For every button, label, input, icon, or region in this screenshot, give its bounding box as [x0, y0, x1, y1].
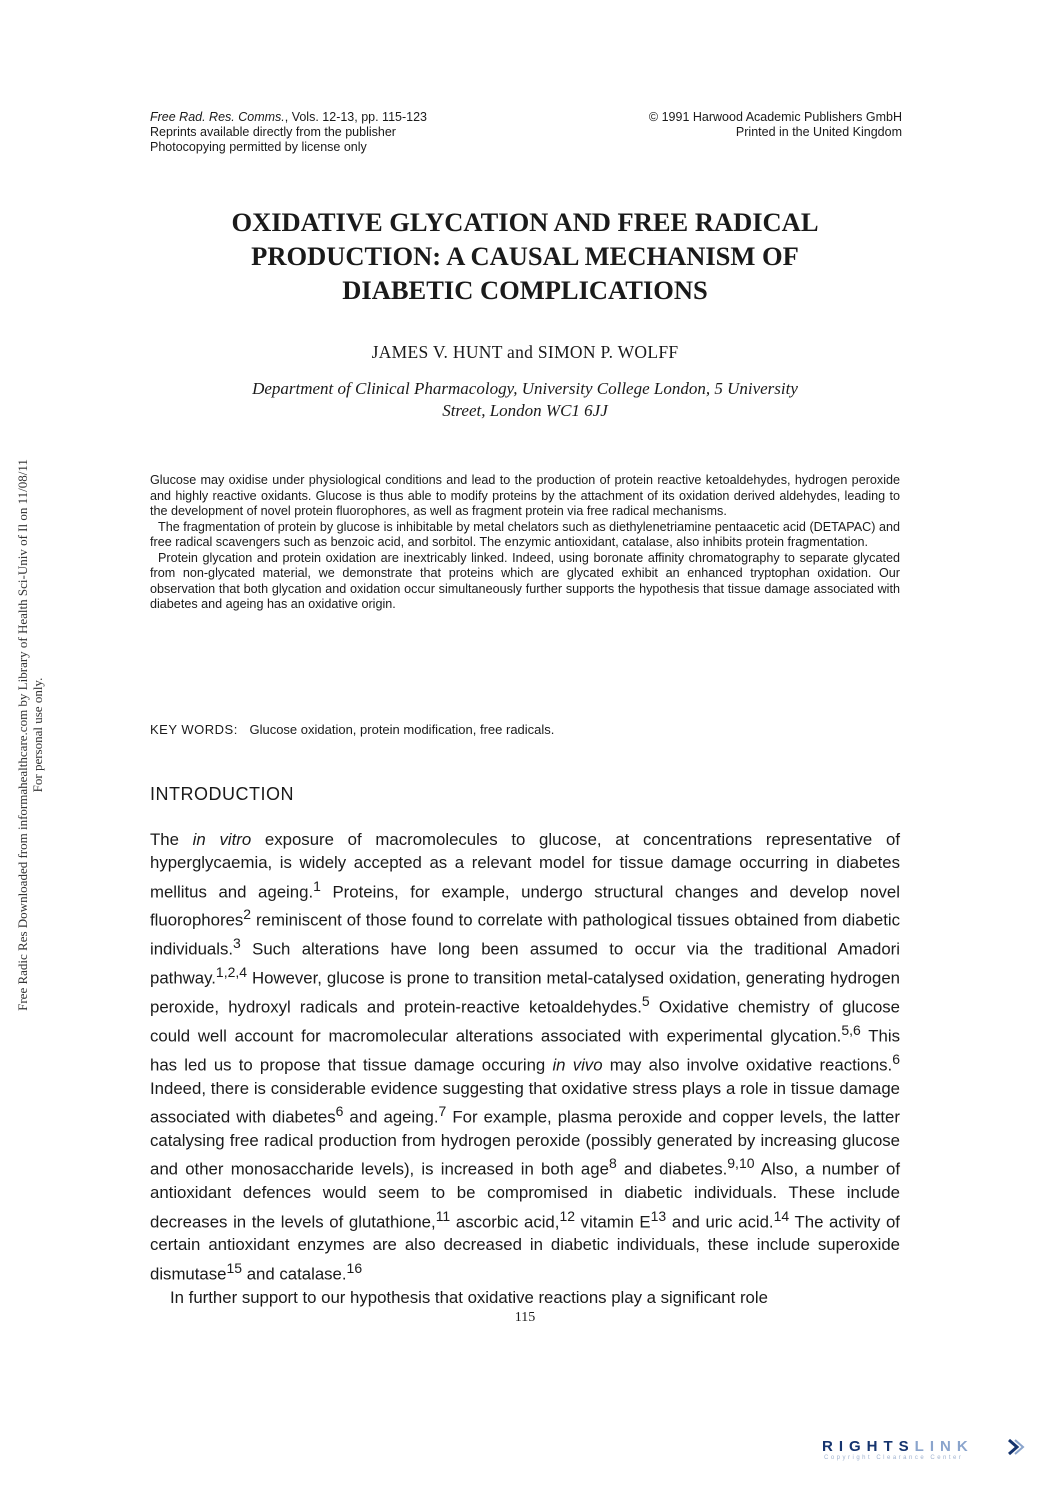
rightslink-logo[interactable] [822, 1438, 1032, 1478]
text-run: Proteins, for example, undergo structural changes and develop novel fluorophores [150, 882, 900, 931]
reference-marker: 6 [892, 1050, 900, 1067]
text-run: and ageing. [343, 1107, 439, 1127]
title-line-1: OXIDATIVE GLYCATION AND FREE RADICAL [231, 207, 819, 237]
reference-marker: 8 [608, 1155, 617, 1172]
reference-marker: 5,6 [841, 1022, 861, 1039]
chevron-right-icon [1005, 1438, 1025, 1456]
printed-line: Printed in the United Kingdom [735, 125, 902, 139]
reference-marker: 2 [243, 906, 252, 923]
paper-title [150, 205, 900, 307]
affiliation-line-2: Street, London WC1 6JJ [442, 401, 608, 420]
italic-term: in vivo [552, 1055, 603, 1075]
text-run: The activity of certain antioxidant enzymes are also decreased in diabetic individuals, these include superoxide dismutase [150, 1212, 900, 1284]
affiliation [160, 378, 890, 422]
publisher-header [649, 110, 902, 140]
reference-marker: 15 [226, 1259, 243, 1276]
logo-tagline: Copyright Clearance Center [824, 1455, 964, 1461]
text-run: Indeed, there is considerable evidence suggesting that oxidative stress plays a role in tissue damage associated with diabetes [150, 1078, 900, 1127]
text-run: Also, a number of antioxidant defences would seem to be compromised in diabetic individuals. These include decreases in the levels of glutathione, [150, 1159, 901, 1232]
reference-marker: 14 [773, 1207, 790, 1224]
affiliation-line-1: Department of Clinical Pharmacology, University College London, 5 University [252, 379, 798, 398]
text-run: The [150, 830, 193, 849]
text-run: and diabetes. [616, 1159, 728, 1179]
text-run: Oxidative chemistry of glucose could well account for macromolecular alterations associated with experimental glycation. [150, 997, 900, 1046]
text-run: This has led us to propose that tissue damage occuring [150, 1026, 901, 1075]
reference-marker: 6 [335, 1103, 344, 1120]
reference-marker: 5 [641, 993, 650, 1010]
copyright-line: © 1991 Harwood Academic Publishers GmbH [648, 110, 902, 124]
journal-citation: , Vols. 12-13, pp. 115-123 [284, 110, 427, 124]
keywords-label: KEY WORDS: [150, 722, 238, 737]
abstract-paragraph: The fragmentation of protein by glucose is inhibitable by metal chelators such as diethylenetriamine pentaacetic acid (DETAPAC) and free radical scavengers such as benzoic acid, and sorbitol. The enzymic antioxidant, catalase, also inhibits protein fragmentation. [150, 519, 900, 549]
title-line-2: PRODUCTION: A CAUSAL MECHANISM OF [251, 241, 799, 271]
text-run: For example, plasma peroxide and copper levels, the latter catalysing free radical production from hydrogen peroxide (possibly generated by increasing glucose and other monosaccharide levels), is increased in both age [150, 1107, 900, 1179]
abstract-paragraph: Protein glycation and protein oxidation are inextricably linked. Indeed, using boronate affinity chromatography to separate glycated from non-glycated material, we demonstrate that proteins which are glycated exhibit an enhanced tryptophan oxidation. Our observation that both glycation and oxidation occur simultaneously further supports the hypothesis that tissue damage associated with diabetes and ageing has an oxidative origin. [150, 550, 900, 611]
section-heading: INTRODUCTION [150, 784, 294, 804]
photocopy-note: Photocopying permitted by license only [150, 140, 367, 154]
journal-name: Free Rad. Res. Comms. [150, 110, 285, 124]
logo-wordmark [822, 1438, 1032, 1455]
reference-marker: 7 [438, 1103, 447, 1120]
reference-marker: 12 [559, 1207, 575, 1224]
text-run: ascorbic acid, [450, 1212, 560, 1232]
abstract [150, 473, 900, 613]
reference-marker: 16 [346, 1259, 363, 1276]
text-run: exposure of macromolecules to glucose, at concentrations representative of hyperglycaemia, is widely accepted as a relevant model for tissue damage occurring in diabetes mellitus and ageing. [150, 830, 900, 902]
watermark-line-1: Free Radic Res Downloaded from informahealthcare.com by Library of Health Sci-Univ of Il on 11/08/11 [15, 459, 30, 1011]
reference-marker: 11 [435, 1207, 451, 1224]
body-text [150, 828, 900, 1309]
reference-marker: 3 [233, 935, 241, 952]
text-run: and uric acid. [666, 1212, 774, 1232]
reprints-note: Reprints available directly from the publisher [150, 125, 396, 139]
download-watermark [15, 335, 45, 1135]
text-run: However, glucose is prone to transition metal-catalysed oxidation, generating hydrogen peroxide, hydroxyl radicals and protein-reactive ketoaldehydes. [150, 968, 900, 1017]
authors: JAMES V. HUNT and SIMON P. WOLFF [371, 342, 679, 362]
reference-marker: 9,10 [727, 1155, 755, 1172]
text-run: Such alterations have long been assumed to occur via the traditional Amadori pathway. [150, 939, 900, 988]
journal-header [150, 110, 427, 155]
logo-word-rights: RIGHTS [822, 1438, 915, 1455]
reference-marker: 13 [650, 1207, 667, 1224]
text-run: and catalase. [242, 1264, 347, 1284]
abstract-paragraph: Glucose may oxidise under physiological conditions and lead to the production of protein reactive ketoaldehydes, hydrogen peroxide and highly reactive oxidants. Glucose is thus able to modify proteins by the attachment of its oxidation derived aldehydes, leading to the development of novel protein fluorophores, as well as fragment protein via free radical mechanisms. [150, 473, 900, 518]
body-paragraph: In further support to our hypothesis that oxidative reactions play a significant role [170, 1287, 768, 1307]
title-line-3: DIABETIC COMPLICATIONS [342, 275, 708, 305]
text-run: reminiscent of those found to correlate with pathological tissues obtained from diabetic individuals. [150, 911, 900, 959]
body-paragraph [150, 828, 900, 1286]
text-run: vitamin E [575, 1212, 651, 1232]
keywords [150, 722, 900, 737]
text-run: may also involve oxidative reactions. [602, 1055, 893, 1075]
page-number: 115 [514, 1310, 536, 1325]
reference-marker: 1,2,4 [215, 964, 248, 981]
logo-word-link: LINK [914, 1438, 974, 1455]
keywords-text: Glucose oxidation, protein modification, free radicals. [249, 722, 555, 737]
reference-marker: 1 [313, 877, 321, 894]
italic-term: in vitro [192, 830, 252, 849]
watermark-line-2: For personal use only. [30, 677, 45, 793]
